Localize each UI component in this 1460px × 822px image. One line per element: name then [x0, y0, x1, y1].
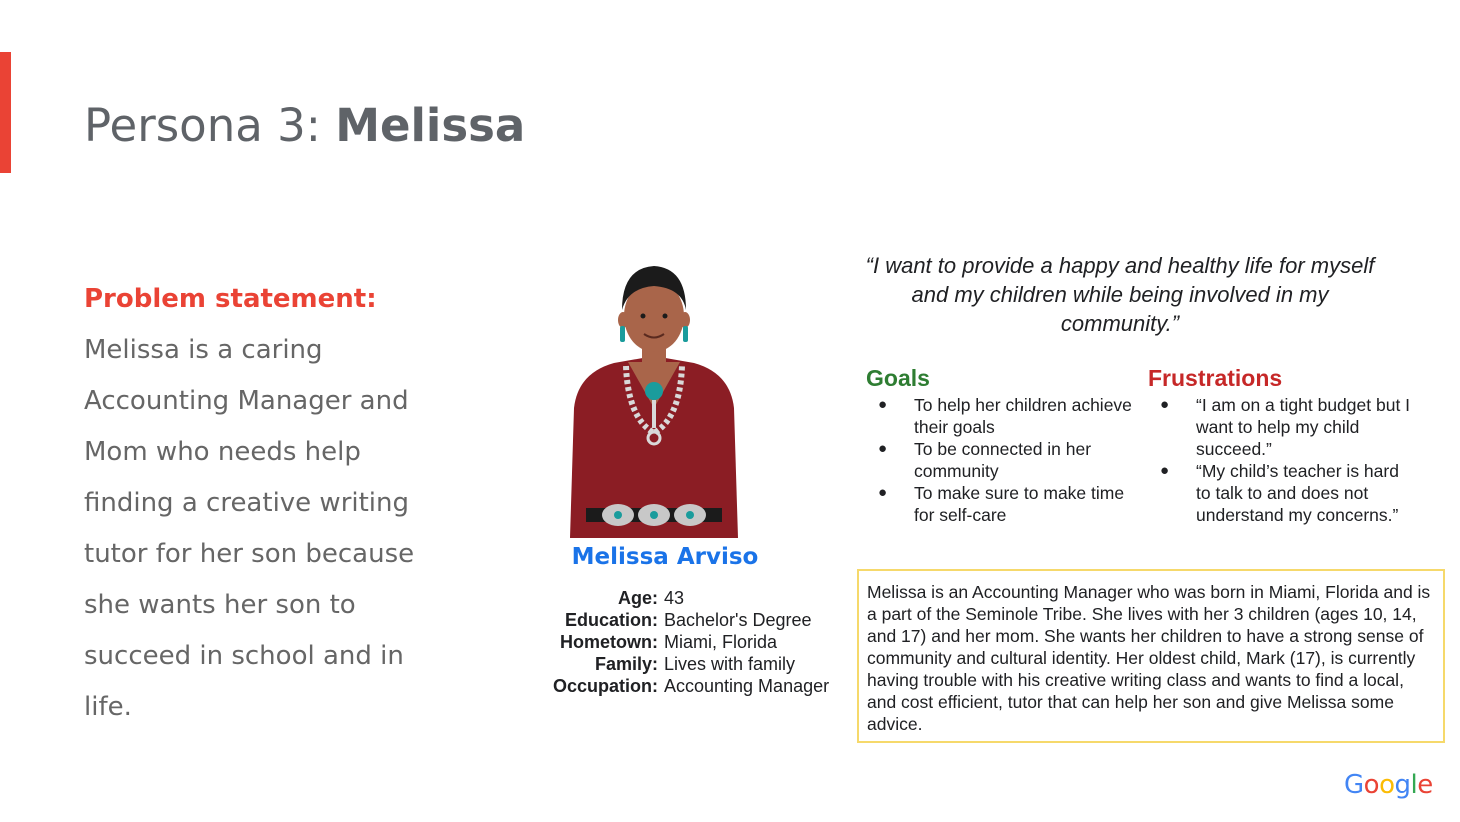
goals-heading: Goals — [866, 365, 930, 391]
logo-letter: G — [1344, 770, 1364, 800]
logo-letter: o — [1379, 770, 1395, 800]
persona-name: Melissa Arviso — [571, 544, 759, 570]
google-logo — [1344, 770, 1433, 800]
persona-bio: Melissa is an Accounting Manager who was born in Miami, Florida and is a part of the Seminole Tribe. She lives with her 3 children (ages 10, 14, and 17) and her mom. She wants her children to have a strong sense of community and cultural identity. Her oldest child, Mark (17), is currently having trouble with his creative writing class and wants to find a local, and cost efficient, tutor that can help her son and give Melissa some advice. — [857, 569, 1445, 743]
list-item — [1148, 394, 1416, 460]
detail-value: Lives with family — [664, 654, 796, 674]
detail-key: Hometown: — [560, 632, 658, 652]
detail-row-occupation — [520, 675, 829, 697]
page-title — [84, 96, 525, 156]
goal-text: To be connected in her community — [914, 439, 1092, 481]
detail-key: Education: — [565, 610, 658, 630]
bullet-icon: ● — [878, 484, 888, 501]
frustration-text: “I am on a tight budget but I want to help my child succeed.” — [1196, 395, 1411, 459]
logo-letter: l — [1410, 770, 1418, 800]
detail-key: Age: — [618, 588, 658, 608]
frustration-text: “My child’s teacher is hard to talk to and does not understand my concerns.” — [1196, 461, 1399, 525]
detail-row-age — [520, 587, 829, 609]
bullet-icon: ● — [878, 396, 888, 413]
goal-text: To make sure to make time for self-care — [914, 483, 1125, 525]
title-prefix: Persona 3: — [84, 99, 336, 152]
bullet-icon: ● — [1160, 462, 1170, 479]
goals-list — [866, 394, 1134, 526]
list-item — [866, 438, 1134, 482]
detail-key: Occupation: — [552, 676, 658, 696]
persona-avatar-illustration — [556, 258, 752, 538]
logo-letter: e — [1417, 770, 1433, 800]
bullet-icon: ● — [1160, 396, 1170, 413]
detail-row-hometown — [520, 631, 829, 653]
detail-value: Accounting Manager — [664, 676, 830, 696]
problem-statement-text: Melissa is a caring Accounting Manager and Mom who needs help finding a creative writing tutor for her son because she wants her son to succeed in school and in life. — [84, 335, 415, 722]
frustrations-list — [1148, 394, 1416, 526]
detail-value: Bachelor's Degree — [664, 610, 812, 630]
detail-row-family — [520, 653, 829, 675]
persona-quote: “I want to provide a happy and healthy life for myself and my children while being involved in my community.” — [865, 253, 1375, 336]
list-item — [1148, 460, 1416, 526]
title-name: Melissa — [335, 99, 526, 152]
detail-key: Family: — [594, 654, 658, 674]
list-item — [866, 482, 1134, 526]
detail-row-education — [520, 609, 829, 631]
goal-text: To help her children achieve their goals — [914, 395, 1132, 437]
problem-statement-label: Problem statement: — [84, 284, 377, 314]
detail-value: 43 — [664, 588, 685, 608]
frustrations-heading: Frustrations — [1148, 365, 1283, 391]
accent-bar — [0, 52, 11, 173]
detail-value: Miami, Florida — [664, 632, 778, 652]
persona-details — [520, 587, 829, 697]
frustrations-section — [1148, 364, 1416, 526]
list-item — [866, 394, 1134, 438]
goals-section — [866, 364, 1134, 526]
bullet-icon: ● — [878, 440, 888, 457]
problem-statement — [84, 280, 444, 733]
logo-letter: g — [1394, 770, 1411, 800]
logo-letter: o — [1363, 770, 1380, 800]
